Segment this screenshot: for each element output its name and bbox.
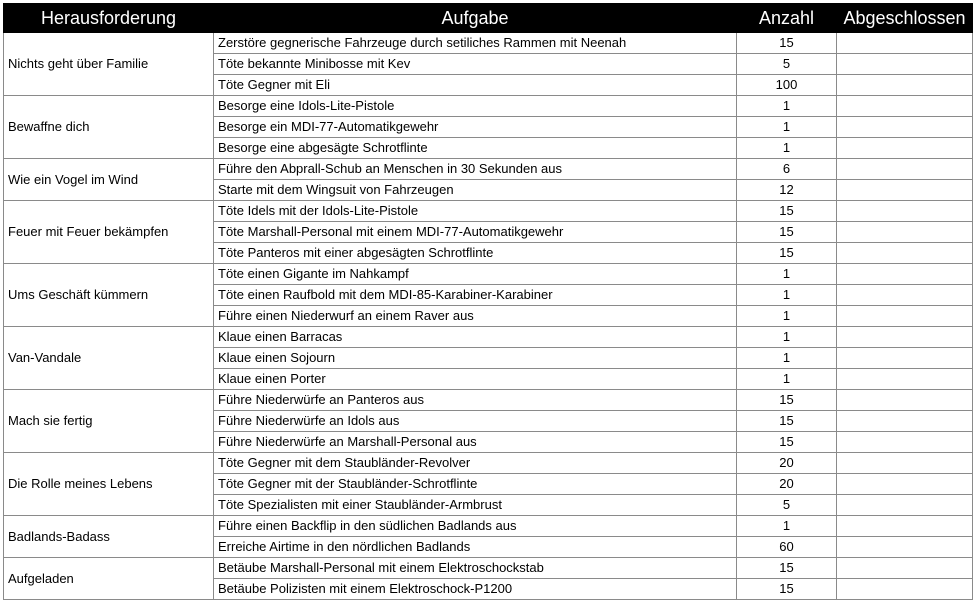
table-row <box>4 96 973 117</box>
table-row <box>4 264 973 285</box>
task-cell: Führe einen Backflip in den südlichen Badlands aus <box>214 516 737 537</box>
count-cell: 1 <box>737 117 837 138</box>
task-cell: Betäube Polizisten mit einem Elektroschock-P1200 <box>214 579 737 600</box>
task-cell: Erreiche Airtime in den nördlichen Badlands <box>214 537 737 558</box>
completed-cell[interactable] <box>837 579 973 600</box>
table-row <box>4 33 973 54</box>
task-cell: Besorge eine Idols-Lite-Pistole <box>214 96 737 117</box>
challenge-name: Badlands-Badass <box>4 516 214 558</box>
completed-cell[interactable] <box>837 117 973 138</box>
challenge-name: Ums Geschäft kümmern <box>4 264 214 327</box>
count-cell: 15 <box>737 432 837 453</box>
challenges-table <box>3 3 973 600</box>
header-row <box>4 4 973 33</box>
challenge-name: Mach sie fertig <box>4 390 214 453</box>
count-cell: 1 <box>737 348 837 369</box>
completed-cell[interactable] <box>837 285 973 306</box>
completed-cell[interactable] <box>837 369 973 390</box>
challenge-name: Bewaffne dich <box>4 96 214 159</box>
task-cell: Töte Gegner mit der Staubländer-Schrotflinte <box>214 474 737 495</box>
task-cell: Führe Niederwürfe an Panteros aus <box>214 390 737 411</box>
task-cell: Töte Gegner mit dem Staubländer-Revolver <box>214 453 737 474</box>
count-cell: 15 <box>737 411 837 432</box>
completed-cell[interactable] <box>837 159 973 180</box>
task-cell: Töte Spezialisten mit einer Staubländer-Armbrust <box>214 495 737 516</box>
completed-cell[interactable] <box>837 222 973 243</box>
header-completed: Abgeschlossen <box>837 4 973 33</box>
count-cell: 15 <box>737 201 837 222</box>
count-cell: 1 <box>737 306 837 327</box>
completed-cell[interactable] <box>837 54 973 75</box>
completed-cell[interactable] <box>837 453 973 474</box>
count-cell: 15 <box>737 33 837 54</box>
completed-cell[interactable] <box>837 243 973 264</box>
task-cell: Töte einen Raufbold mit dem MDI-85-Karabiner-Karabiner <box>214 285 737 306</box>
completed-cell[interactable] <box>837 138 973 159</box>
table-row <box>4 558 973 579</box>
task-cell: Führe Niederwürfe an Idols aus <box>214 411 737 432</box>
header-count: Anzahl <box>737 4 837 33</box>
count-cell: 20 <box>737 474 837 495</box>
task-cell: Klaue einen Barracas <box>214 327 737 348</box>
task-cell: Töte Gegner mit Eli <box>214 75 737 96</box>
table-row <box>4 201 973 222</box>
completed-cell[interactable] <box>837 96 973 117</box>
completed-cell[interactable] <box>837 390 973 411</box>
count-cell: 5 <box>737 54 837 75</box>
task-cell: Besorge eine abgesägte Schrotflinte <box>214 138 737 159</box>
table-row <box>4 453 973 474</box>
challenge-name: Wie ein Vogel im Wind <box>4 159 214 201</box>
task-cell: Töte Marshall-Personal mit einem MDI-77-Automatikgewehr <box>214 222 737 243</box>
count-cell: 15 <box>737 558 837 579</box>
count-cell: 1 <box>737 96 837 117</box>
count-cell: 6 <box>737 159 837 180</box>
challenge-name: Van-Vandale <box>4 327 214 390</box>
count-cell: 15 <box>737 390 837 411</box>
count-cell: 1 <box>737 369 837 390</box>
task-cell: Führe den Abprall-Schub an Menschen in 30 Sekunden aus <box>214 159 737 180</box>
challenge-name: Nichts geht über Familie <box>4 33 214 96</box>
count-cell: 1 <box>737 285 837 306</box>
count-cell: 20 <box>737 453 837 474</box>
task-cell: Klaue einen Porter <box>214 369 737 390</box>
count-cell: 15 <box>737 243 837 264</box>
task-cell: Töte Panteros mit einer abgesägten Schrotflinte <box>214 243 737 264</box>
count-cell: 100 <box>737 75 837 96</box>
completed-cell[interactable] <box>837 558 973 579</box>
challenge-name: Aufgeladen <box>4 558 214 600</box>
task-cell: Zerstöre gegnerische Fahrzeuge durch setiliches Rammen mit Neenah <box>214 33 737 54</box>
challenge-name: Die Rolle meines Lebens <box>4 453 214 516</box>
task-cell: Töte Idels mit der Idols-Lite-Pistole <box>214 201 737 222</box>
count-cell: 1 <box>737 264 837 285</box>
task-cell: Betäube Marshall-Personal mit einem Elektroschockstab <box>214 558 737 579</box>
count-cell: 1 <box>737 327 837 348</box>
task-cell: Führe Niederwürfe an Marshall-Personal aus <box>214 432 737 453</box>
completed-cell[interactable] <box>837 411 973 432</box>
count-cell: 15 <box>737 222 837 243</box>
table-row <box>4 159 973 180</box>
completed-cell[interactable] <box>837 432 973 453</box>
completed-cell[interactable] <box>837 537 973 558</box>
table-body <box>4 33 973 600</box>
completed-cell[interactable] <box>837 327 973 348</box>
completed-cell[interactable] <box>837 180 973 201</box>
task-cell: Besorge ein MDI-77-Automatikgewehr <box>214 117 737 138</box>
count-cell: 60 <box>737 537 837 558</box>
task-cell: Starte mit dem Wingsuit von Fahrzeugen <box>214 180 737 201</box>
completed-cell[interactable] <box>837 201 973 222</box>
completed-cell[interactable] <box>837 306 973 327</box>
count-cell: 5 <box>737 495 837 516</box>
completed-cell[interactable] <box>837 495 973 516</box>
count-cell: 1 <box>737 138 837 159</box>
task-cell: Töte einen Gigante im Nahkampf <box>214 264 737 285</box>
task-cell: Führe einen Niederwurf an einem Raver aus <box>214 306 737 327</box>
header-task: Aufgabe <box>214 4 737 33</box>
table-row <box>4 390 973 411</box>
completed-cell[interactable] <box>837 516 973 537</box>
completed-cell[interactable] <box>837 474 973 495</box>
task-cell: Töte bekannte Minibosse mit Kev <box>214 54 737 75</box>
completed-cell[interactable] <box>837 33 973 54</box>
header-challenge: Herausforderung <box>4 4 214 33</box>
completed-cell[interactable] <box>837 348 973 369</box>
completed-cell[interactable] <box>837 75 973 96</box>
table-row <box>4 327 973 348</box>
count-cell: 1 <box>737 516 837 537</box>
completed-cell[interactable] <box>837 264 973 285</box>
challenge-name: Feuer mit Feuer bekämpfen <box>4 201 214 264</box>
task-cell: Klaue einen Sojourn <box>214 348 737 369</box>
count-cell: 15 <box>737 579 837 600</box>
count-cell: 12 <box>737 180 837 201</box>
table-row <box>4 516 973 537</box>
